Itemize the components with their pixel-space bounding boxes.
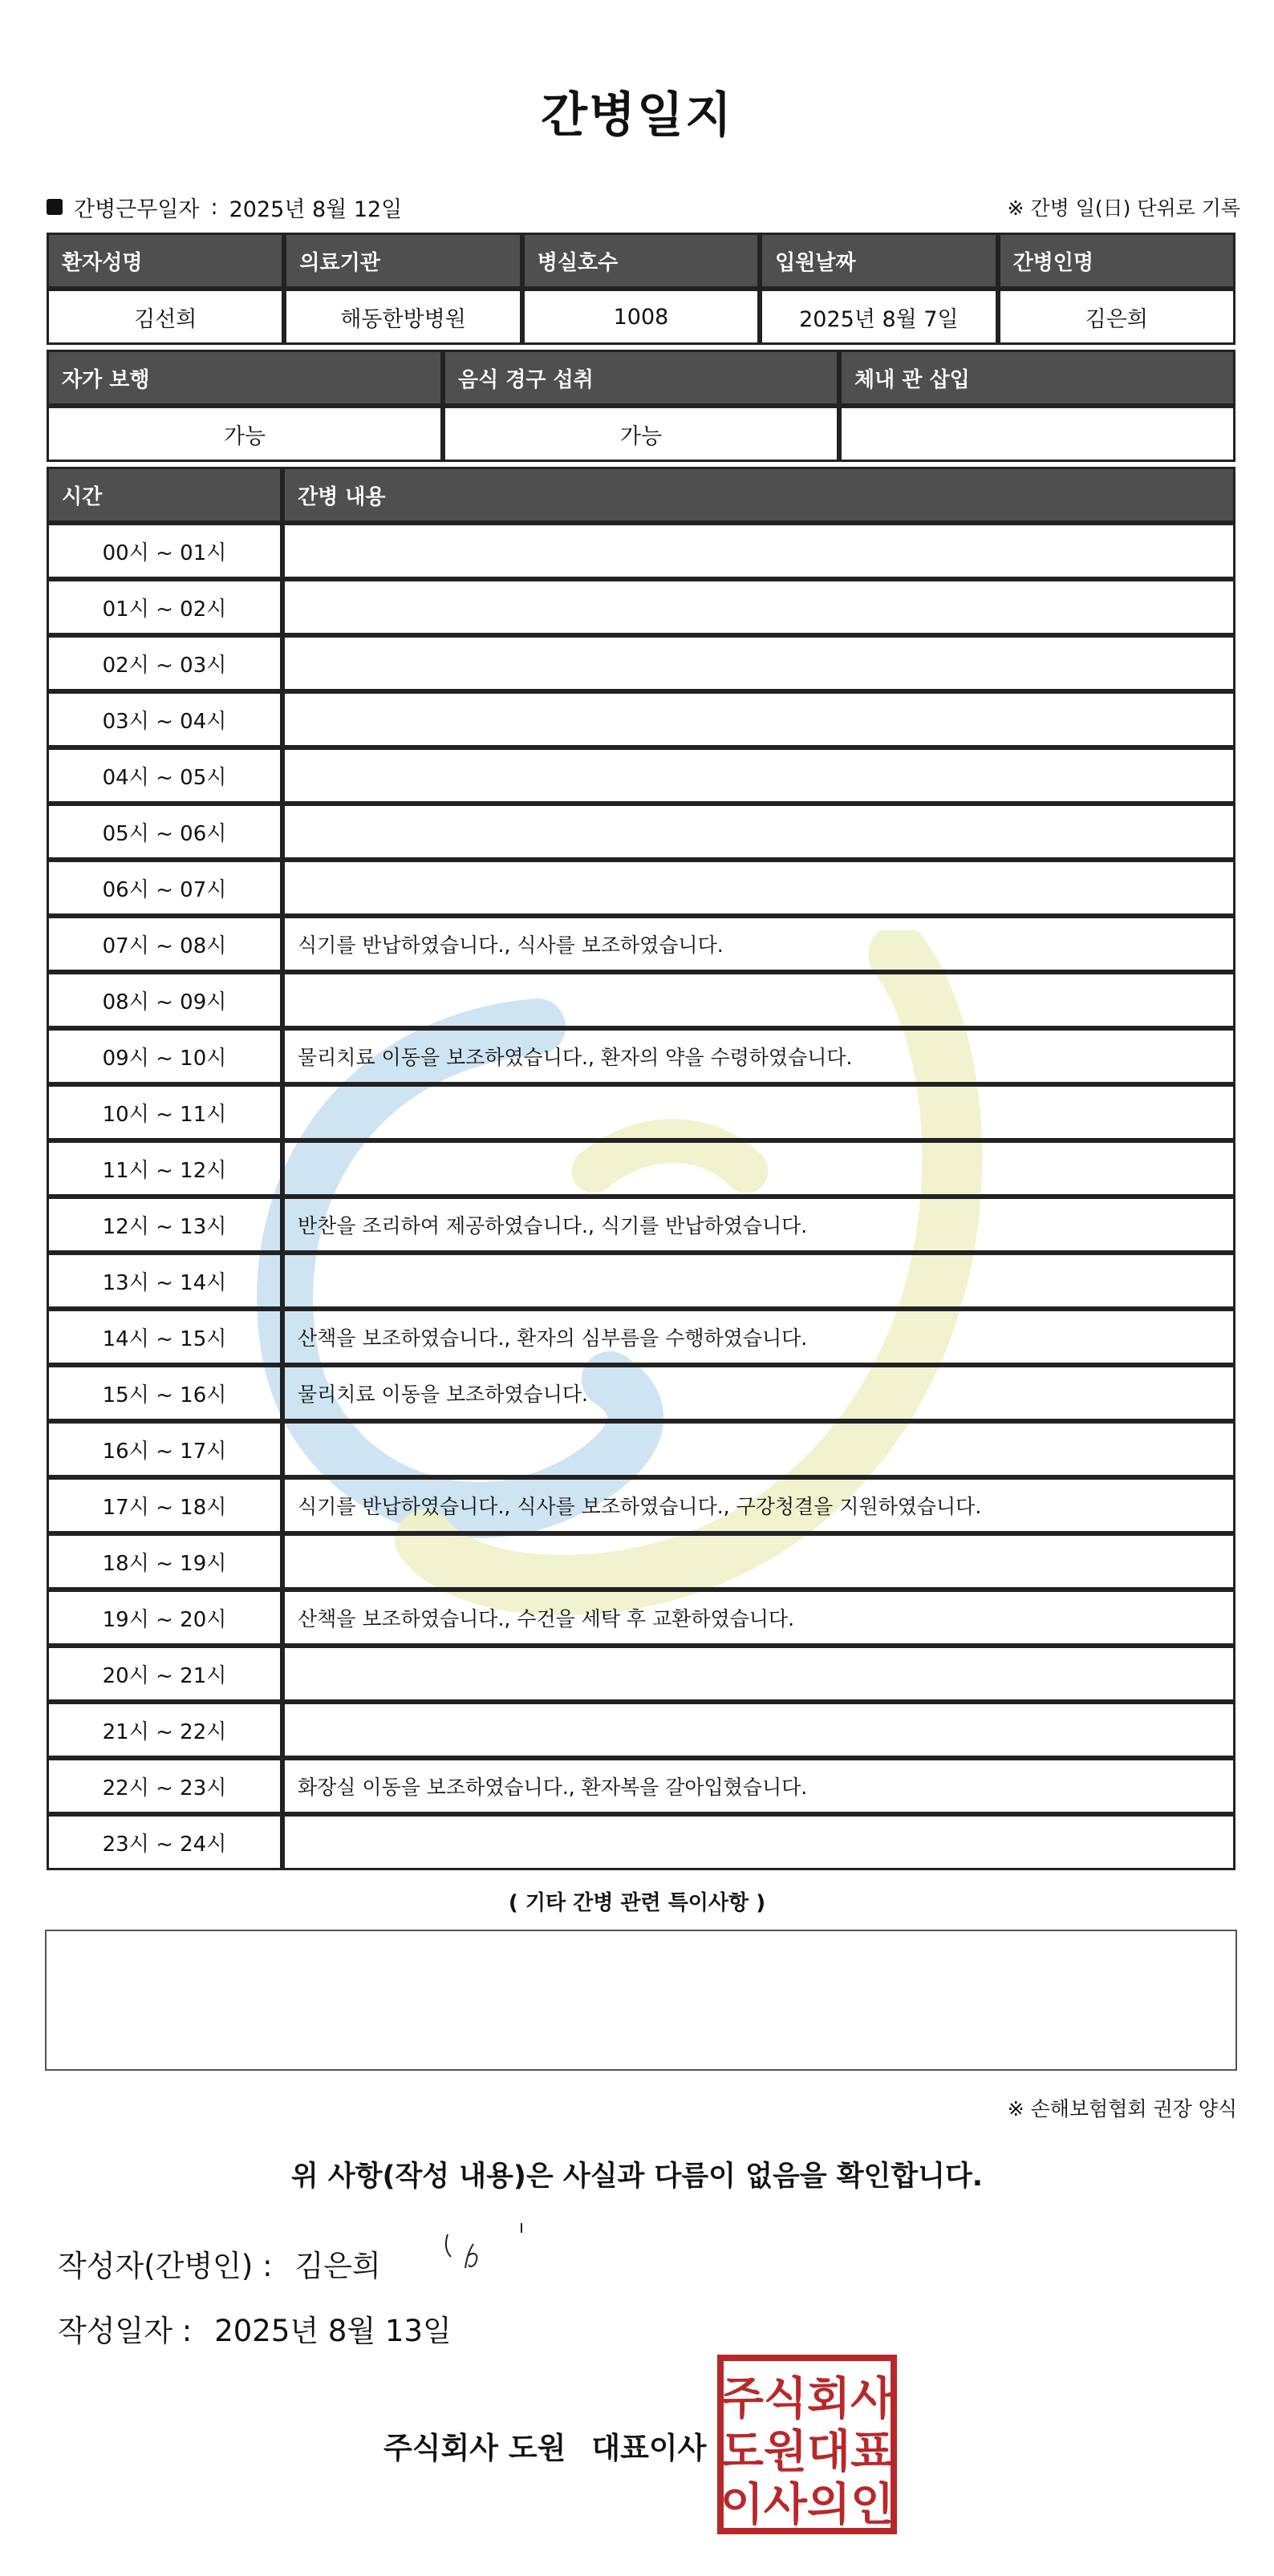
care-log-note: 식기를 반납하였습니다., 식사를 보조하였습니다. bbox=[282, 916, 1235, 972]
company-line bbox=[383, 2424, 706, 2467]
care-log-row bbox=[47, 691, 1235, 747]
walking-value: 가능 bbox=[47, 406, 443, 462]
header-time: 시간 bbox=[47, 467, 282, 523]
care-log-row bbox=[47, 1590, 1235, 1646]
care-log-time: 16시 ~ 17시 bbox=[47, 1421, 282, 1477]
care-log-note: 물리치료 이동을 보조하였습니다., 환자의 약을 수령하였습니다. bbox=[282, 1028, 1235, 1084]
care-log-note bbox=[282, 747, 1235, 804]
care-log-time: 10시 ~ 11시 bbox=[47, 1084, 282, 1140]
care-log-table bbox=[47, 467, 1235, 1870]
care-log-row bbox=[47, 1365, 1235, 1421]
care-log-row bbox=[47, 1646, 1235, 1702]
care-log-note bbox=[282, 1253, 1235, 1309]
care-log-time: 01시 ~ 02시 bbox=[47, 579, 282, 635]
work-date bbox=[47, 192, 402, 223]
care-log-note bbox=[282, 804, 1235, 860]
care-log-row bbox=[47, 1814, 1235, 1870]
care-log-time: 20시 ~ 21시 bbox=[47, 1646, 282, 1702]
care-log-time: 11시 ~ 12시 bbox=[47, 1140, 282, 1197]
care-log-row bbox=[47, 1028, 1235, 1084]
company-title: 대표이사 bbox=[591, 2431, 707, 2465]
admission-date: 2025년 8월 7일 bbox=[760, 289, 997, 345]
care-log-row bbox=[47, 1084, 1235, 1140]
meta-row bbox=[47, 191, 1240, 223]
care-log-time: 05시 ~ 06시 bbox=[47, 804, 282, 860]
caregiver-name: 김은희 bbox=[998, 289, 1235, 345]
care-log-time: 21시 ~ 22시 bbox=[47, 1702, 282, 1758]
work-date-label: 간병근무일자 bbox=[74, 196, 200, 222]
care-log-time: 23시 ~ 24시 bbox=[47, 1814, 282, 1870]
header-tube: 체내 관 삽입 bbox=[839, 350, 1235, 406]
care-log-time: 03시 ~ 04시 bbox=[47, 691, 282, 747]
care-log-time: 14시 ~ 15시 bbox=[47, 1309, 282, 1365]
care-log-note: 산책을 보조하였습니다., 수건을 세탁 후 교환하였습니다. bbox=[282, 1590, 1235, 1646]
care-log-time: 15시 ~ 16시 bbox=[47, 1365, 282, 1421]
care-log-note bbox=[282, 1646, 1235, 1702]
svg-text:주식회사: 주식회사 bbox=[720, 2373, 895, 2425]
care-log-row bbox=[47, 1533, 1235, 1590]
care-log-time: 13시 ~ 14시 bbox=[47, 1253, 282, 1309]
care-log-row bbox=[47, 1477, 1235, 1533]
care-log-row bbox=[47, 747, 1235, 804]
writer-label: 작성자(간병인) : bbox=[58, 2249, 273, 2283]
care-log-time: 08시 ~ 09시 bbox=[47, 972, 282, 1028]
form-source-note: ※ 손해보험협회 권장 양식 bbox=[1007, 2097, 1237, 2120]
oral-intake-value: 가능 bbox=[443, 406, 839, 462]
care-log-note bbox=[282, 1533, 1235, 1590]
written-date-label: 작성일자 : bbox=[58, 2314, 193, 2348]
care-log-row bbox=[47, 1309, 1235, 1365]
care-log-note: 반찬을 조리하여 제공하였습니다., 식기를 반납하였습니다. bbox=[282, 1197, 1235, 1253]
company-name: 주식회사 도원 bbox=[383, 2431, 566, 2465]
header-admission-date: 입원날짜 bbox=[760, 233, 997, 289]
care-log-note bbox=[282, 523, 1235, 579]
care-log-note: 물리치료 이동을 보조하였습니다. bbox=[282, 1365, 1235, 1421]
work-date-value: 2025년 8월 12일 bbox=[229, 196, 403, 222]
svg-text:도원대표: 도원대표 bbox=[720, 2426, 895, 2478]
document-title: 간병일지 bbox=[541, 87, 733, 144]
care-log-note bbox=[282, 691, 1235, 747]
care-log-time: 09시 ~ 10시 bbox=[47, 1028, 282, 1084]
care-log-row bbox=[47, 916, 1235, 972]
care-log-time: 00시 ~ 01시 bbox=[47, 523, 282, 579]
care-log-time: 19시 ~ 20시 bbox=[47, 1590, 282, 1646]
patient-status-table bbox=[47, 350, 1235, 462]
care-log-row bbox=[47, 860, 1235, 916]
unit-note: ※ 간병 일(日) 단위로 기록 bbox=[1007, 196, 1240, 220]
care-log-note bbox=[282, 1421, 1235, 1477]
care-log-row bbox=[47, 1758, 1235, 1814]
care-log-note: 화장실 이동을 보조하였습니다., 환자복을 갈아입혔습니다. bbox=[282, 1758, 1235, 1814]
header-hospital: 의료기관 bbox=[284, 233, 521, 289]
work-date-sep: : bbox=[210, 194, 218, 220]
patient-info-value-row bbox=[47, 289, 1235, 345]
care-log-time: 17시 ~ 18시 bbox=[47, 1477, 282, 1533]
care-log-time: 04시 ~ 05시 bbox=[47, 747, 282, 804]
care-log-time: 12시 ~ 13시 bbox=[47, 1197, 282, 1253]
company-seal-stamp bbox=[716, 2353, 899, 2536]
care-log-row bbox=[47, 1702, 1235, 1758]
tube-value bbox=[839, 406, 1235, 462]
care-log-note bbox=[282, 635, 1235, 691]
care-log-note bbox=[282, 1814, 1235, 1870]
hospital-name: 해동한방병원 bbox=[284, 289, 521, 345]
status-value-row bbox=[47, 406, 1235, 462]
care-log-row bbox=[47, 635, 1235, 691]
care-log-row bbox=[47, 1253, 1235, 1309]
written-date-line bbox=[58, 2307, 452, 2350]
care-log-note: 식기를 반납하였습니다., 식사를 보조하였습니다., 구강청결을 지원하였습니다. bbox=[282, 1477, 1235, 1533]
signature-mark bbox=[441, 2220, 529, 2292]
care-log-row bbox=[47, 1421, 1235, 1477]
care-log-row bbox=[47, 523, 1235, 579]
care-log-row bbox=[47, 972, 1235, 1028]
svg-text:이사의인: 이사의인 bbox=[720, 2479, 895, 2531]
care-log-time: 06시 ~ 07시 bbox=[47, 860, 282, 916]
care-log-row bbox=[47, 804, 1235, 860]
care-log-note bbox=[282, 972, 1235, 1028]
care-log-body bbox=[47, 523, 1235, 1870]
care-log-time: 22시 ~ 23시 bbox=[47, 1758, 282, 1814]
care-log-row bbox=[47, 1140, 1235, 1197]
header-walking: 자가 보행 bbox=[47, 350, 443, 406]
care-log-header-row bbox=[47, 467, 1235, 523]
header-patient-name: 환자성명 bbox=[47, 233, 284, 289]
writer-name: 김은희 bbox=[294, 2249, 381, 2283]
header-caregiver: 간병인명 bbox=[998, 233, 1235, 289]
patient-info-header-row bbox=[47, 233, 1235, 289]
header-oral-intake: 음식 경구 섭취 bbox=[443, 350, 839, 406]
written-date-value: 2025년 8월 13일 bbox=[214, 2314, 452, 2348]
care-log-time: 18시 ~ 19시 bbox=[47, 1533, 282, 1590]
confirmation-statement: 위 사항(작성 내용)은 사실과 다름이 없음을 확인합니다. bbox=[290, 2161, 984, 2193]
room-number: 1008 bbox=[522, 289, 760, 345]
care-log-time: 02시 ~ 03시 bbox=[47, 635, 282, 691]
header-room: 병실호수 bbox=[522, 233, 760, 289]
care-log-note bbox=[282, 579, 1235, 635]
writer-line bbox=[58, 2242, 381, 2285]
care-log-note bbox=[282, 1084, 1235, 1140]
care-log-row bbox=[47, 1197, 1235, 1253]
status-header-row bbox=[47, 350, 1235, 406]
care-log-note bbox=[282, 860, 1235, 916]
header-content: 간병 내용 bbox=[282, 467, 1235, 523]
care-log-time: 07시 ~ 08시 bbox=[47, 916, 282, 972]
care-log-note bbox=[282, 1140, 1235, 1197]
patient-info-table bbox=[47, 233, 1235, 345]
special-notes-title: ( 기타 간병 관련 특이사항 ) bbox=[508, 1891, 766, 1915]
care-log-note: 산책을 보조하였습니다., 환자의 심부름을 수행하였습니다. bbox=[282, 1309, 1235, 1365]
patient-name: 김선희 bbox=[47, 289, 284, 345]
special-notes-box bbox=[45, 1930, 1237, 2071]
care-log-row bbox=[47, 579, 1235, 635]
square-bullet-icon bbox=[47, 199, 63, 215]
care-log-note bbox=[282, 1702, 1235, 1758]
